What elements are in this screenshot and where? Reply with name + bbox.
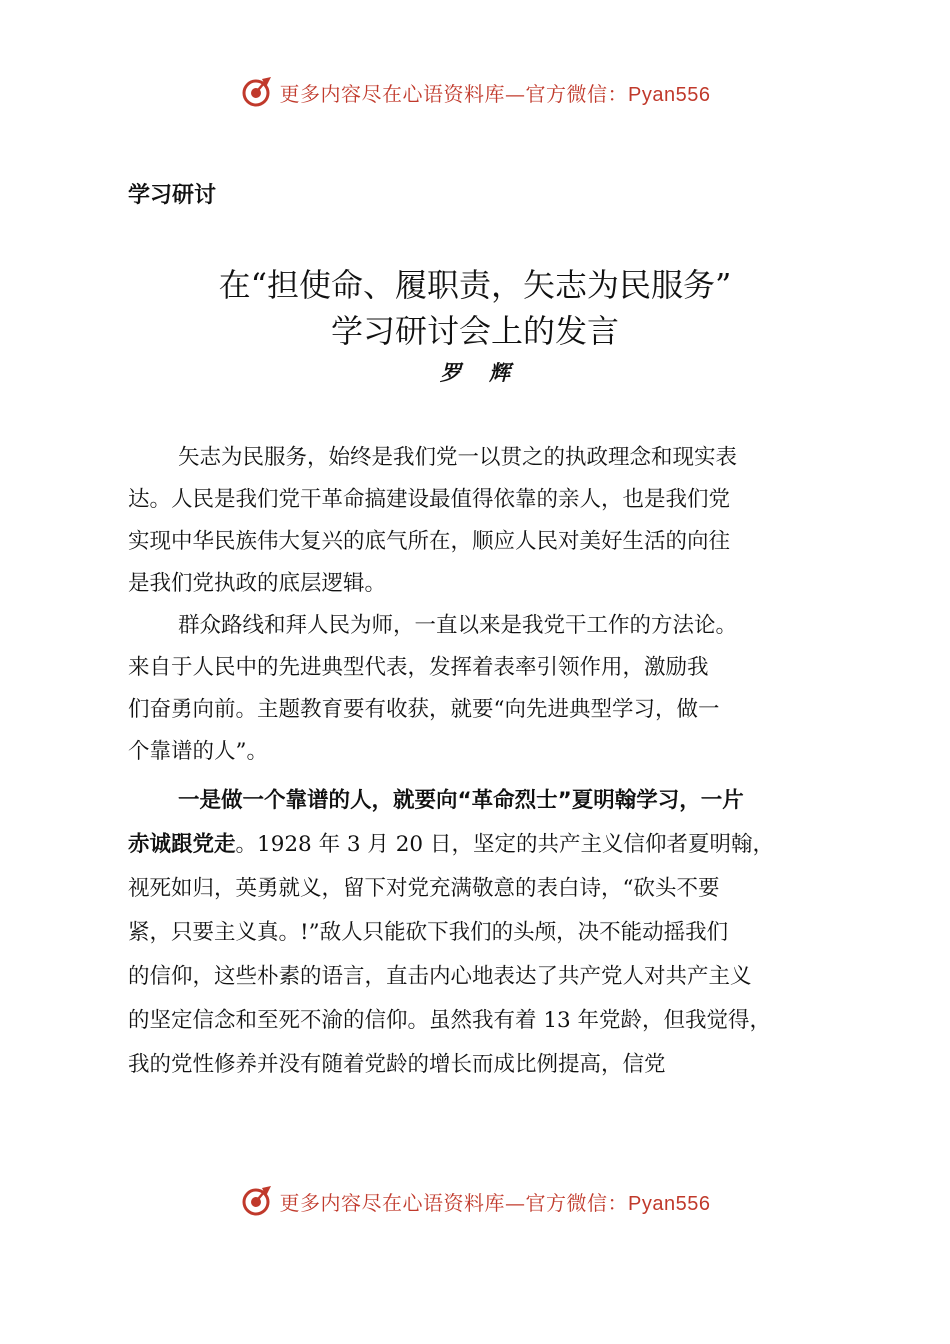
- watermark-text: 更多内容尽在心语资料库—官方微信：Pyan556: [279, 1190, 711, 1215]
- section-label: 学习研讨: [128, 183, 217, 208]
- author-name: 罗辉: [440, 360, 538, 385]
- quill-logo-icon: [240, 75, 274, 109]
- paragraph-line: 达。人民是我们党干革命搞建设最值得依靠的亲人，也是我们党: [128, 487, 731, 512]
- page-title-line-2: 学习研讨会上的发言: [330, 312, 619, 350]
- watermark-text: 更多内容尽在心语资料库—官方微信：Pyan556: [279, 81, 711, 106]
- paragraph-line: 个靠谱的人”。: [128, 739, 268, 764]
- paragraph-line: 的坚定信念和至死不渝的信仰。虽然我有着 13 年党龄，但我觉得，: [128, 1008, 772, 1033]
- paragraph-line: 们奋勇向前。主题教育要有收获，就要“向先进典型学习，做一: [128, 697, 720, 722]
- paragraph-line: 是我们党执政的底层逻辑。: [128, 571, 387, 596]
- quill-logo-icon: [240, 1184, 274, 1218]
- paragraph-line-rest: 。1928 年 3 月 20 日，坚定的共产主义信仰者夏明翰，: [235, 832, 774, 857]
- header-watermark: [0, 72, 950, 112]
- paragraph-line: 来自于人民中的先进典型代表，发挥着表率引领作用，激励我: [128, 655, 709, 680]
- paragraph-line: 视死如归，英勇就义，留下对党充满敬意的表白诗，“砍头不要: [128, 876, 720, 901]
- footer-watermark: [0, 1181, 950, 1221]
- paragraph-line: 矢志为民服务，始终是我们党一以贯之的执政理念和现实表: [178, 445, 738, 470]
- paragraph-line: 紧，只要主义真。!”敌人只能砍下我们的头颅，决不能动摇我们: [128, 920, 729, 945]
- paragraph-line: [128, 824, 774, 866]
- paragraph-line: 的信仰，这些朴素的语言，直击内心地表达了共产党人对共产主义: [128, 964, 752, 989]
- paragraph-heading-end: 赤诚跟党走: [128, 832, 236, 857]
- paragraph-heading-line: 一是做一个靠谱的人，就要向“革命烈士”夏明翰学习，一片: [178, 788, 744, 813]
- paragraph-line: 实现中华民族伟大复兴的底气所在，顺应人民对美好生活的向往: [128, 529, 731, 554]
- paragraph-line: 群众路线和拜人民为师，一直以来是我党干工作的方法论。: [178, 613, 738, 638]
- paragraph-line: 我的党性修养并没有随着党龄的增长而成比例提高，信党: [128, 1052, 666, 1077]
- page-title-line-1: 在“担使命、履职责，矢志为民服务”: [218, 266, 732, 304]
